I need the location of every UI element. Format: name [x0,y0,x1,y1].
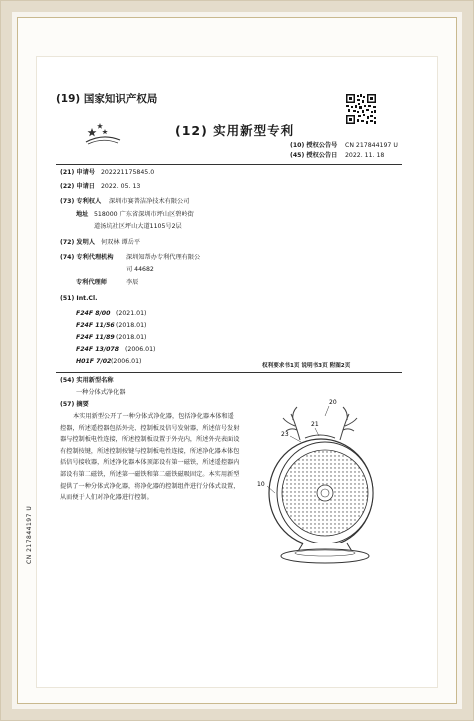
side-patent-number: CN 217844197 U [26,505,33,564]
ipc-date: (2006.01) [125,346,156,353]
ipc-code: F24F 11/89 [76,334,115,341]
app-no-value: 202221175845.0 [101,169,155,176]
ipc-code: F24F 8/00 [76,310,111,317]
inventor-value: 何双林 谭岳平 [101,239,141,246]
agent-value: 李辰 [126,279,139,286]
agency-line-1: 深圳知帮办专利代理有限公 [126,254,201,261]
document-type-title: (12) 实用新型专利 [175,123,295,138]
figure-label-23: 23 [281,431,289,438]
address-line-1: 518000 广东省深圳市坪山区碧岭街 [94,211,194,218]
ipc-code: F24F 13/078 [76,346,120,353]
app-date-label: (22) 申请日 [60,183,95,190]
agent-label: 专利代理师 [76,279,107,286]
cnipa-emblem-icon [84,120,122,146]
ipc-label: (51) Int.Cl. [60,295,98,302]
ipc-date: (2006.01) [111,358,142,365]
page-counts: 权利要求书1页 说明书3页 附图2页 [262,363,351,369]
utility-name-label: (54) 实用新型名称 [60,377,114,384]
abstract-label: (57) 摘要 [60,401,89,408]
pub-date-value: 2022. 11. 18 [345,152,385,159]
figure-label-21: 21 [311,421,319,428]
owner-value: 深圳市赛普洁净技术有限公司 [109,198,190,205]
pub-date-label: (45) 授权公告日 [290,152,338,159]
app-no-label: (21) 申请号 [60,169,95,176]
ipc-date: (2018.01) [116,334,147,341]
utility-name: 一种分体式净化器 [76,389,126,396]
agency-label: (74) 专利代理机构 [60,254,114,261]
qr-code-icon [345,93,377,125]
pub-no-label: (10) 授权公告号 [290,142,338,149]
abstract-text: 本实用新型公开了一种分体式净化器，包括净化器本体和遥控器，所述遥控器包括外壳、控制板及信号发射器，所述信号发射器与控制板电性连接，所述控制板设置于外壳内，所述外壳表面设有控制按键，所述控制按键与控制板电性连接，所述净化器本体包括信号接收器，所述净化器本体顶部设有第一磁铁，所述遥控器内部设有第二磁铁，所述第一磁铁和第二磁铁磁吸固定。本实用新型提供了一种分体式净化器，将净化器的控制组件进行分体式设置，从而便于人们对净化器进行控制。 [60,413,240,502]
app-date-value: 2022. 05. 13 [101,183,141,190]
address-line-2: 道汤坑社区坪山大道1105号2层 [94,223,182,230]
agency-line-2: 司 44682 [126,266,154,273]
inventor-label: (72) 发明人 [60,239,95,246]
ipc-date: (2018.01) [116,322,147,329]
pub-no-value: CN 217844197 U [345,142,398,149]
header-rule [56,164,402,165]
ipc-code: H01F 7/02 [76,358,112,365]
office-name: (19) 国家知识产权局 [56,93,158,105]
figure-label-20: 20 [329,399,337,406]
address-label: 地址 [76,211,89,218]
purifier-figure [245,398,410,570]
ipc-code: F24F 11/56 [76,322,115,329]
ipc-date: (2021.01) [116,310,147,317]
section-rule [56,372,402,373]
figure-label-10: 10 [257,481,265,488]
owner-label: (73) 专利权人 [60,198,102,205]
